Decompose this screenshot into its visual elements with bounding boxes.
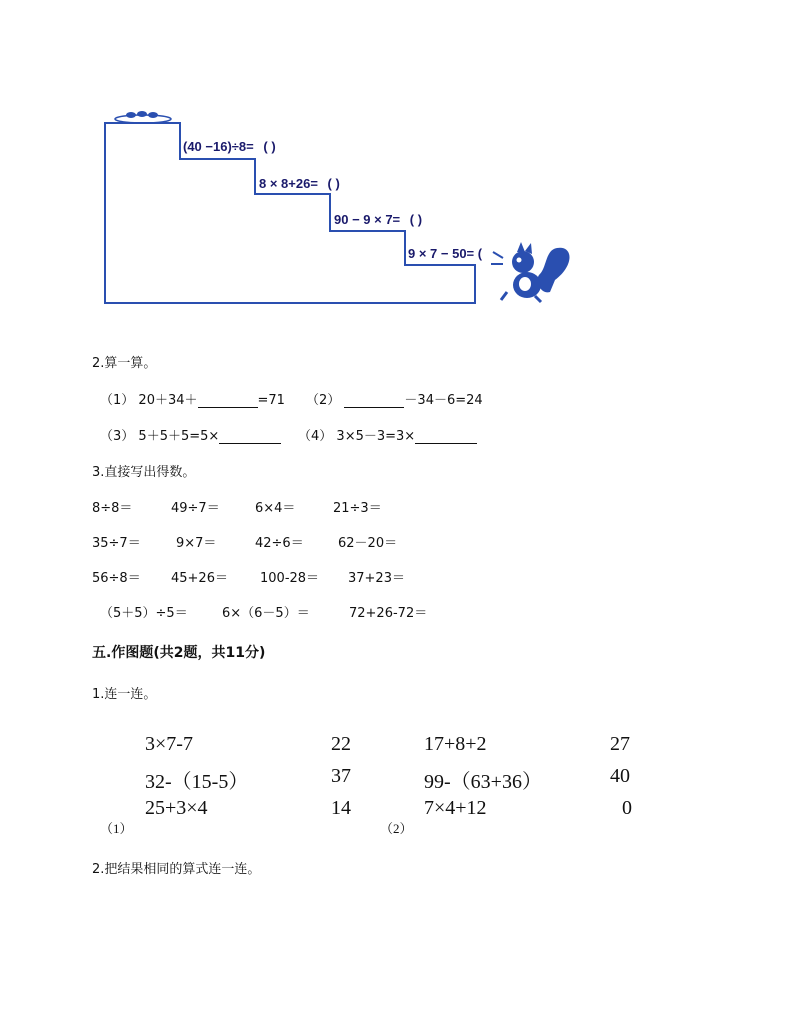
g2-answer-2[interactable]: 40 <box>610 765 630 787</box>
answer-parens: ( ) <box>327 176 340 191</box>
q52-title: 2.把结果相同的算式连一连。 <box>92 862 261 877</box>
answer-parens: ( ) <box>263 139 276 154</box>
item-number: （2） <box>306 393 341 408</box>
stair-step-3 <box>334 212 422 227</box>
g2-label: （2） <box>380 821 413 836</box>
q2-item-1 <box>100 389 285 408</box>
g1-answer-1[interactable]: 22 <box>331 733 351 755</box>
q3-row-4-c1: （5＋5）÷5＝ <box>100 606 188 621</box>
q3-row-1-c3: 6×4＝ <box>255 501 296 516</box>
g1-answer-2[interactable]: 37 <box>331 765 351 787</box>
stairs-outline <box>95 105 585 315</box>
g2-expr-2[interactable]: 99-（63+36） <box>424 771 542 793</box>
q3-row-1-c4: 21÷3＝ <box>333 501 382 516</box>
g1-expr-1[interactable]: 3×7-7 <box>145 733 193 755</box>
step-expression: 8 × 8+26= <box>259 176 318 191</box>
q3-row-1-c2: 49÷7＝ <box>171 501 220 516</box>
g1-answer-3[interactable]: 14 <box>331 797 351 819</box>
q2-item-2 <box>306 389 483 408</box>
q3-row-2-c4: 62－20＝ <box>338 536 398 551</box>
answer-blank[interactable] <box>415 443 477 444</box>
g2-expr-3[interactable]: 7×4+12 <box>424 797 487 819</box>
g2-answer-1[interactable]: 27 <box>610 733 630 755</box>
g2-expr-1[interactable]: 17+8+2 <box>424 733 487 755</box>
g2-answer-3[interactable]: 0 <box>622 797 632 819</box>
stairs-figure <box>95 105 585 315</box>
q2-item-4 <box>298 425 477 444</box>
item-expression-tail: －34－6=24 <box>404 393 483 408</box>
answer-blank[interactable] <box>198 407 258 408</box>
answer-blank[interactable] <box>344 407 404 408</box>
g1-expr-2[interactable]: 32-（15-5） <box>145 771 249 793</box>
step-expression: 90 − 9 × 7= <box>334 212 401 227</box>
q51-title: 1.连一连。 <box>92 687 157 702</box>
step-expression: 9 × 7 − 50= <box>408 246 475 261</box>
answer-parens: ( ) <box>409 212 423 227</box>
q3-row-2-c2: 9×7＝ <box>176 536 217 551</box>
g1-expr-3[interactable]: 25+3×4 <box>145 797 208 819</box>
answer-parens: ( <box>477 246 483 261</box>
item-expression: 20＋34＋ <box>138 393 198 408</box>
item-expression-tail: =71 <box>257 393 285 408</box>
g1-label: （1） <box>100 821 133 836</box>
q3-row-4-c3: 72+26-72＝ <box>349 606 428 621</box>
food-plate-icon <box>115 111 171 123</box>
stair-step-1 <box>183 139 276 154</box>
q3-row-2-c1: 35÷7＝ <box>92 536 141 551</box>
q3-row-1-c1: 8÷8＝ <box>92 501 133 516</box>
squirrel-icon <box>491 242 570 302</box>
stair-step-4 <box>408 246 482 261</box>
q3-row-2-c3: 42÷6＝ <box>255 536 304 551</box>
answer-blank[interactable] <box>219 443 281 444</box>
item-expression: 3×5－3=3× <box>336 429 416 444</box>
section-5-title: 五.作图题(共2题，共11分) <box>92 645 266 661</box>
item-number: （4） <box>298 429 333 444</box>
q3-row-3-c4: 37+23＝ <box>348 571 405 586</box>
q3-row-3-c2: 45+26＝ <box>171 571 228 586</box>
q2-title: 2.算一算。 <box>92 356 157 371</box>
q3-row-3-c3: 100-28＝ <box>260 571 320 586</box>
q3-row-4-c2: 6×（6－5）＝ <box>222 606 310 621</box>
stair-step-2 <box>259 176 340 191</box>
q3-title: 3.直接写出得数。 <box>92 465 196 480</box>
item-expression: 5＋5＋5=5× <box>138 429 220 444</box>
item-number: （1） <box>100 393 135 408</box>
step-expression: (40 −16)÷8= <box>183 139 254 154</box>
item-number: （3） <box>100 429 135 444</box>
q3-row-3-c1: 56÷8＝ <box>92 571 141 586</box>
q2-item-3 <box>100 425 281 444</box>
